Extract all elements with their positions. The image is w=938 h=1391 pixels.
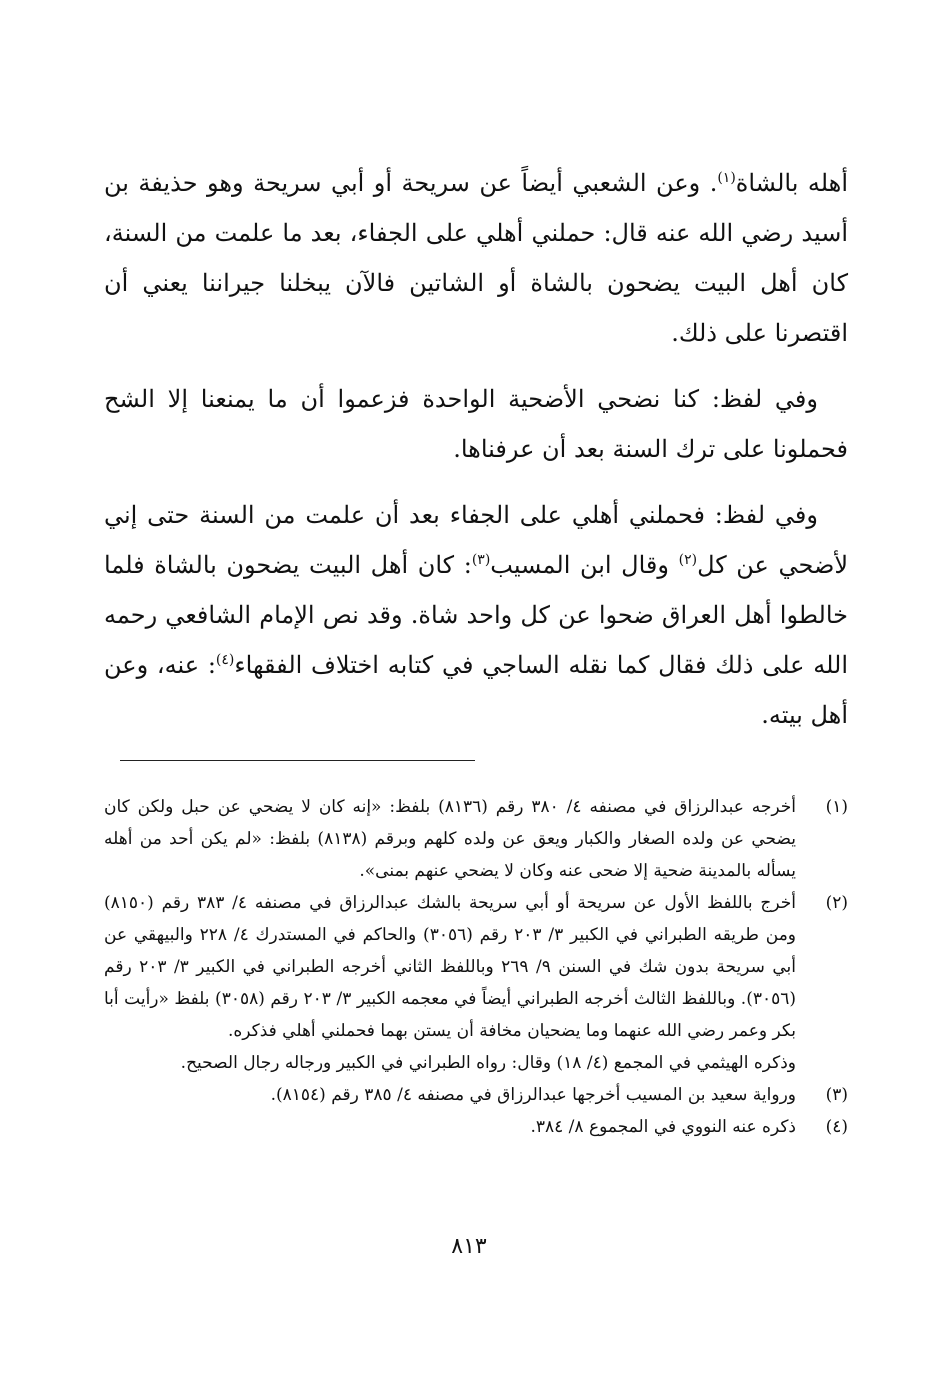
- footnote-paragraph: وذكره الهيثمي في المجمع (٤/ ١٨) وقال: رواه الطبراني في الكبير ورجاله رجال الصحيح.: [180, 1053, 796, 1073]
- page-content: [104, 158, 848, 1143]
- footnote: [104, 1111, 848, 1143]
- body-text-segment: وفي لفظ: فحملني أهلي على الجفاء بعد أن علمت من السنة حتى إني لأضحي عن كل: [104, 501, 849, 579]
- footnote-number: (٣): [825, 1085, 848, 1105]
- body-text-segment: وقال ابن المسيب: [490, 551, 679, 579]
- footnote-paragraph: ذكره عنه النووي في المجموع ٨/ ٣٨٤.: [530, 1117, 796, 1137]
- footnote-number: (١): [825, 797, 848, 817]
- footnote-text: [104, 791, 796, 887]
- body-text-segment: : كان أهل البيت يضحون بالشاة فلما خالطوا أهل العراق ضحوا عن كل واحد شاة. وقد نص الإمام الشافعي رحمه الله على ذلك فقال كما نقله الساجي في كتابه اختلاف الفقهاء: [104, 551, 848, 679]
- footnote: [104, 791, 848, 887]
- footnote-separator: [120, 760, 475, 761]
- body-paragraph: [104, 158, 848, 358]
- footnote-reference: (٣): [471, 552, 491, 568]
- body-text: [104, 158, 848, 740]
- footnote-reference: (١): [717, 170, 736, 186]
- footnote: [104, 887, 848, 1079]
- footnote-reference: (٢): [678, 552, 698, 568]
- footnote-number: (٢): [825, 893, 848, 913]
- body-paragraph: [104, 374, 848, 474]
- body-text-segment: وفي لفظ: كنا نضحي الأضحية الواحدة فزعموا أن ما يمنعنا إلا الشح فحملونا على ترك السنة بعد أن عرفناها.: [104, 385, 848, 463]
- footnote-reference: (٤): [215, 652, 235, 668]
- footnote-paragraph: ورواية سعيد بن المسيب أخرجها عبدالرزاق في مصنفه ٤/ ٣٨٥ رقم (٨١٥٤).: [270, 1085, 796, 1105]
- body-paragraph: [104, 490, 848, 740]
- footnote: [104, 1079, 848, 1111]
- body-text-segment: : عنه، وعن أهل بيته.: [104, 651, 848, 729]
- body-text-segment: . وعن الشعبي أيضاً عن سريحة أو أبي سريحة وهو حذيفة بن أسيد رضي الله عنه قال: حملني أهلي على الجفاء، بعد ما علمت من السنة، كان أهل البيت يضحون بالشاة أو الشاتين فالآن يبخلنا جيراننا يعني أن اقتصرنا على ذلك.: [104, 169, 848, 347]
- footnote-text: [104, 1111, 796, 1143]
- footnote-paragraph: أخرجه عبدالرزاق في مصنفه ٤/ ٣٨٠ رقم (٨١٣٦) بلفظ: «إنه كان لا يضحي عن حبل ولكن كان يضحي عن ولده الصغار والكبار ويعق عن ولده كلهم وبرقم (٨١٣٨) بلفظ: «لم يكن أحد من أهله يسأله بالمدينة ضحية إلا ضحى عنه وكان لا يضحي عنهم بمنى».: [104, 797, 797, 881]
- footnote-text: [104, 887, 796, 1079]
- body-text-segment: أهله بالشاة: [735, 169, 849, 197]
- footnotes: [104, 791, 848, 1143]
- footnote-paragraph: أخرج باللفظ الأول عن سريحة أو أبي سريحة بالشك عبدالرزاق في مصنفه ٤/ ٣٨٣ رقم (٨١٥٠) ومن طريقه الطبراني في الكبير ٣/ ٢٠٣ رقم (٣٠٥٦) والحاكم في المستدرك ٤/ ٢٢٨ والبيهقي عن أبي سريحة بدون شك في السنن ٩/ ٢٦٩ وباللفظ الثاني أخرجه الطبراني في الكبير ٣/ ٢٠٣ رقم (٣٠٥٦). وباللفظ الثالث أخرجه الطبراني أيضاً في معجمه الكبير ٣/ ٢٠٣ رقم (٣٠٥٨) بلفظ «رأيت أبا بكر وعمر رضي الله عنهما وما يضحيان مخافة أن يستن بهما فحملني أهلي فذكره.: [104, 893, 797, 1041]
- footnote-number: (٤): [825, 1117, 848, 1137]
- footnote-text: [104, 1079, 796, 1111]
- page-number: ٨١٣: [451, 1234, 487, 1259]
